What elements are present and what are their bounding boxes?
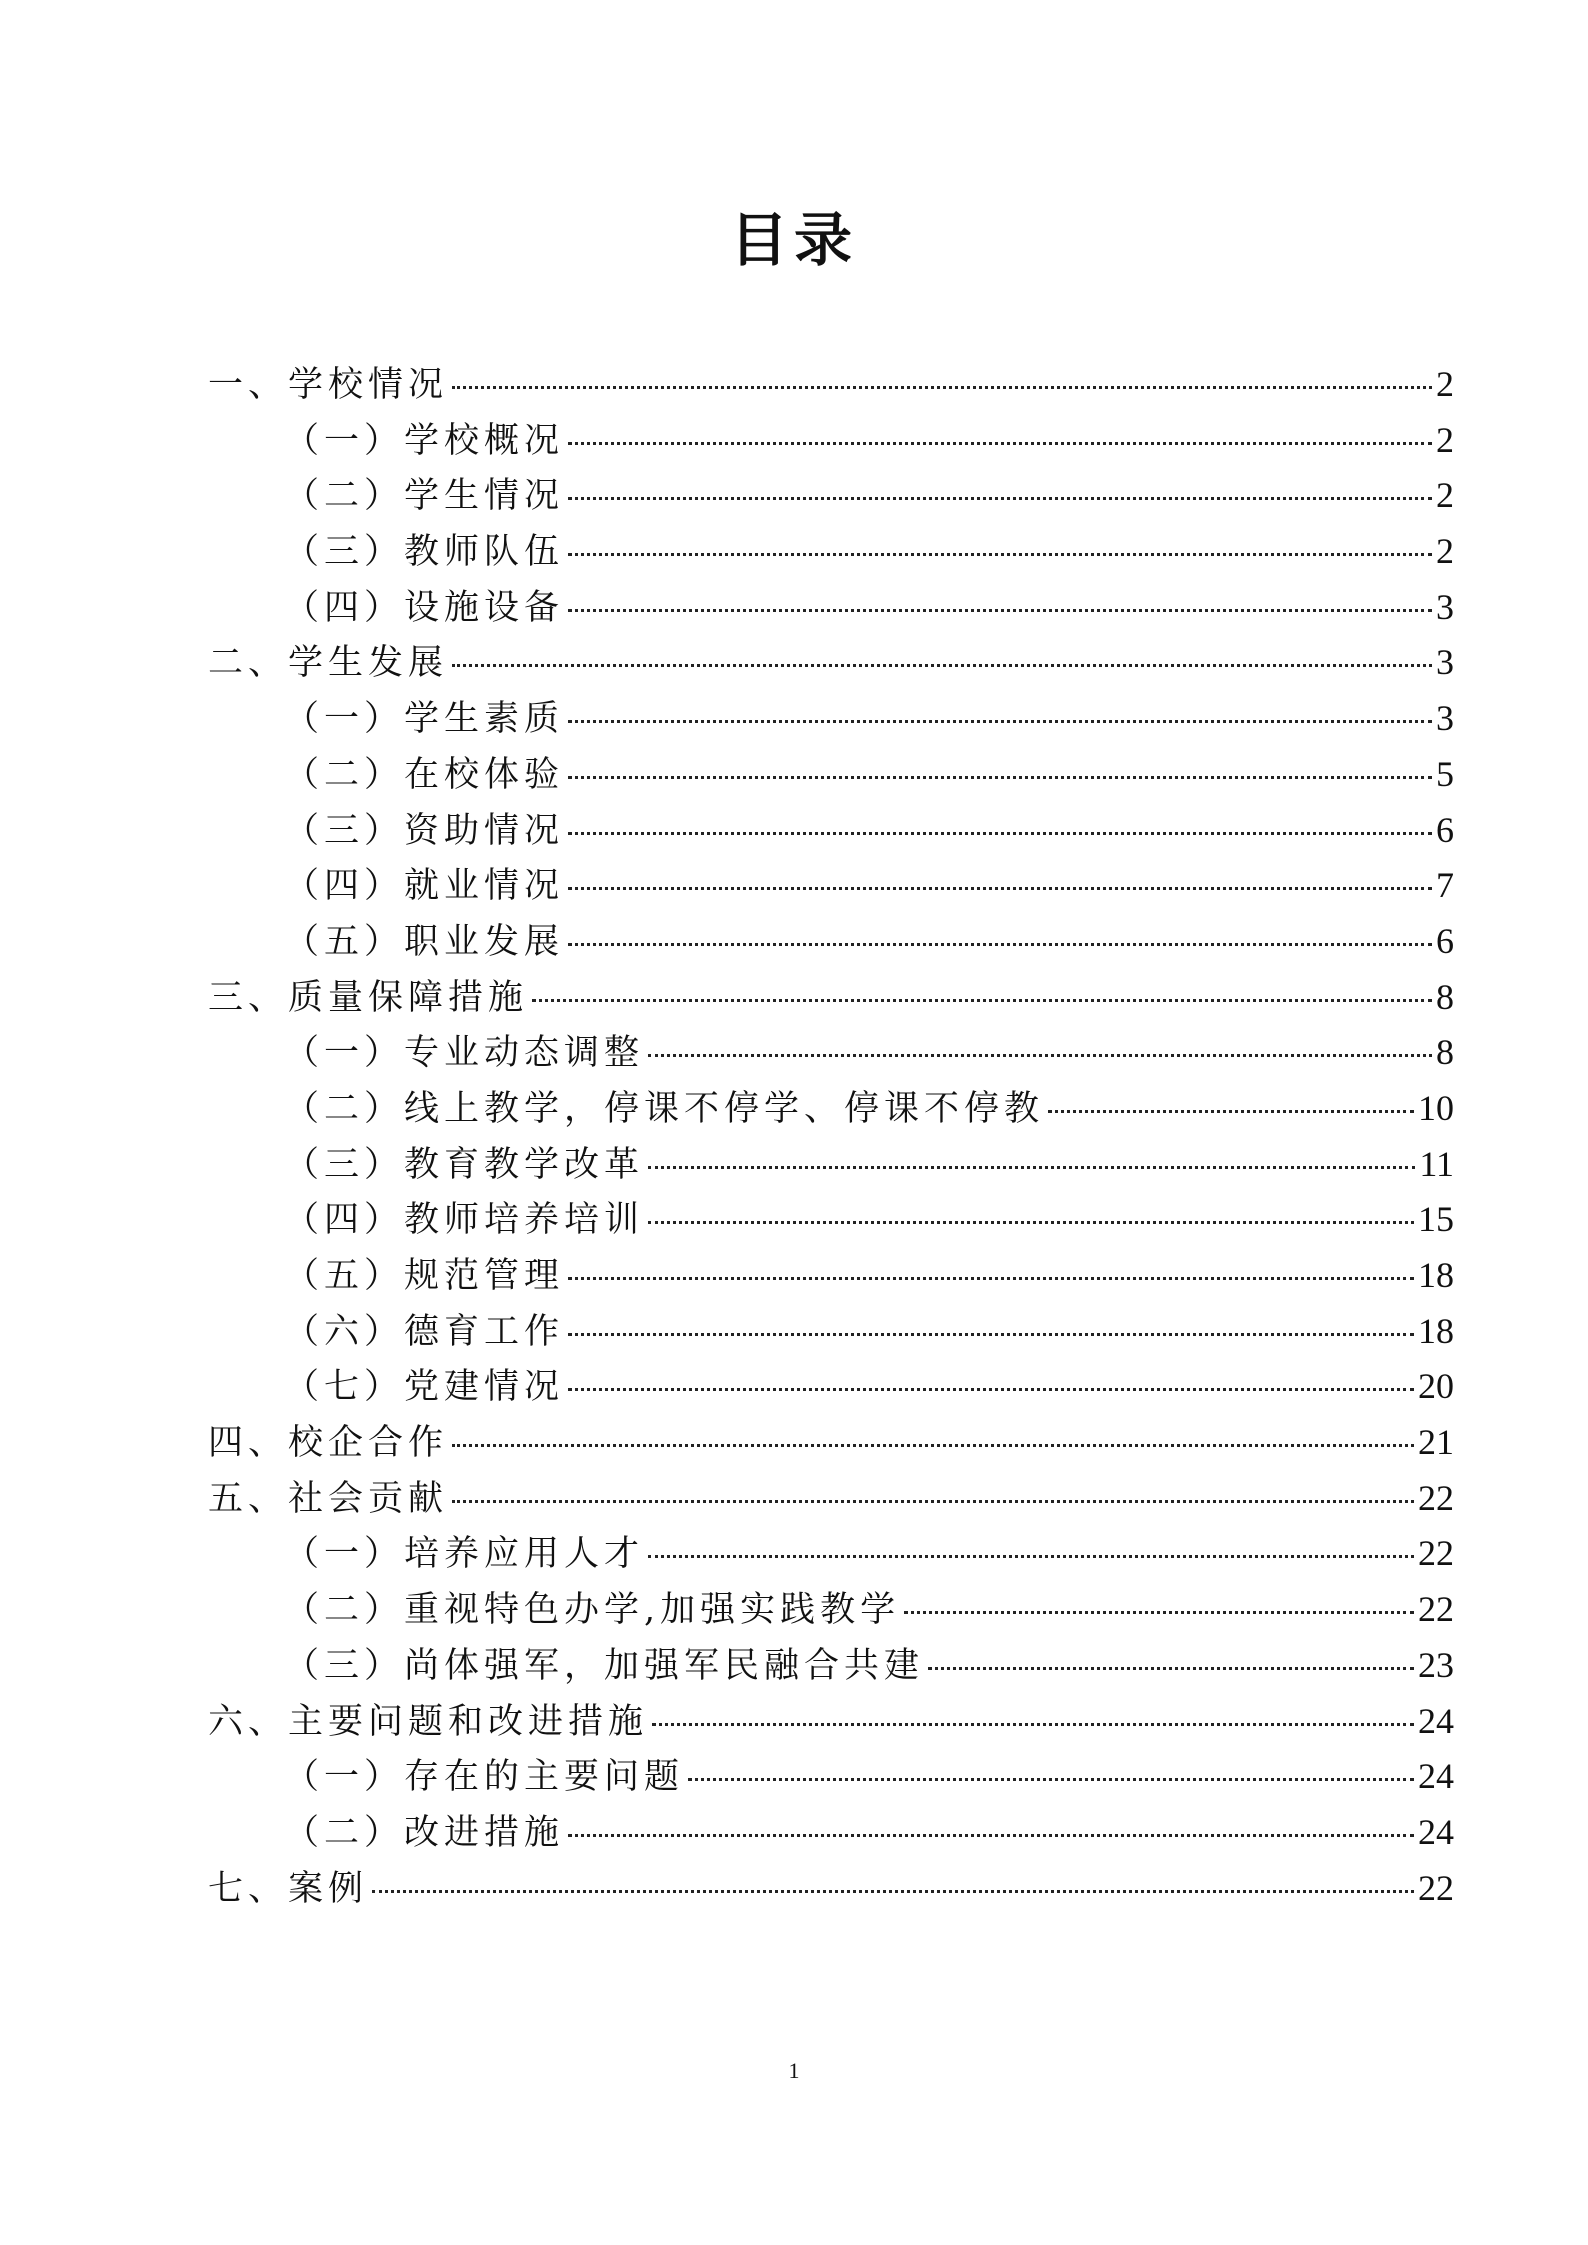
toc-dot-leader (568, 720, 1432, 723)
toc-entry[interactable] (208, 914, 1454, 970)
toc-entry-page: 22 (1418, 1589, 1454, 1630)
toc-dot-leader (568, 1834, 1414, 1837)
page-title: 目录 (729, 206, 858, 274)
toc-entry-page: 8 (1436, 1032, 1454, 1073)
toc-entry[interactable] (208, 357, 1454, 413)
toc-entry-label: （二）线上教学，停课不停学、停课不停教 (284, 1088, 1045, 1129)
toc-entry[interactable] (208, 1694, 1454, 1750)
toc-entry-label: （一）存在的主要问题 (284, 1757, 685, 1798)
page-number: 1 (788, 2058, 800, 2083)
toc-entry-page: 6 (1436, 920, 1454, 961)
toc-entry-label: （一）培养应用人才 (284, 1534, 645, 1575)
toc-dot-leader (452, 664, 1432, 667)
toc-entry[interactable] (208, 691, 1454, 747)
toc-entry[interactable] (208, 858, 1454, 914)
toc-entry[interactable] (208, 803, 1454, 859)
toc-entry-page: 8 (1436, 976, 1454, 1017)
toc-dot-leader (928, 1667, 1414, 1670)
toc-dot-leader (652, 1723, 1414, 1726)
toc-entry-label: （三）资助情况 (284, 810, 565, 851)
toc-entry-label: 四、校企合作 (208, 1423, 449, 1464)
toc-dot-leader (568, 832, 1432, 835)
toc-entry[interactable] (208, 468, 1454, 524)
toc-entry-page: 24 (1418, 1700, 1454, 1741)
toc-entry-label: （四）设施设备 (284, 587, 565, 628)
toc-dot-leader (452, 386, 1432, 389)
toc-dot-leader (904, 1611, 1414, 1614)
toc-entry[interactable] (208, 1861, 1454, 1917)
toc-entry[interactable] (208, 1304, 1454, 1360)
toc-dot-leader (568, 1333, 1414, 1336)
toc-entry-page: 7 (1436, 865, 1454, 906)
toc-entry-page: 15 (1418, 1199, 1454, 1240)
toc-dot-leader (532, 999, 1432, 1002)
toc-dot-leader (568, 943, 1432, 946)
table-of-contents (208, 357, 1454, 1916)
toc-dot-leader (568, 609, 1432, 612)
toc-entry[interactable] (208, 1638, 1454, 1694)
toc-dot-leader (688, 1778, 1414, 1781)
toc-entry-label: （二）在校体验 (284, 754, 565, 795)
toc-dot-leader (452, 1444, 1414, 1447)
toc-entry-label: （六）德育工作 (284, 1311, 565, 1352)
toc-entry-label: （四）教师培养培训 (284, 1200, 645, 1241)
toc-entry[interactable] (208, 747, 1454, 803)
toc-entry[interactable] (208, 1192, 1454, 1248)
toc-entry-label: （三）教师队伍 (284, 532, 565, 573)
toc-entry-page: 3 (1436, 642, 1454, 683)
toc-dot-leader (568, 887, 1432, 890)
toc-entry-page: 22 (1418, 1477, 1454, 1518)
toc-entry-page: 20 (1418, 1366, 1454, 1407)
toc-entry-page: 2 (1436, 531, 1454, 572)
toc-entry-label: 五、社会贡献 (208, 1478, 449, 1519)
toc-entry-page: 24 (1418, 1811, 1454, 1852)
toc-entry-page: 21 (1418, 1422, 1454, 1463)
toc-entry[interactable] (208, 1415, 1454, 1471)
toc-dot-leader (568, 442, 1432, 445)
toc-entry-page: 23 (1418, 1644, 1454, 1685)
toc-entry-label: （二）学生情况 (284, 476, 565, 517)
toc-dot-leader (568, 776, 1432, 779)
toc-entry[interactable] (208, 524, 1454, 580)
toc-entry[interactable] (208, 1749, 1454, 1805)
toc-entry-page: 18 (1418, 1310, 1454, 1351)
toc-entry-label: （三）尚体强军，加强军民融合共建 (284, 1645, 925, 1686)
toc-entry-page: 3 (1436, 586, 1454, 627)
toc-entry-page: 5 (1436, 753, 1454, 794)
toc-dot-leader (568, 1388, 1414, 1391)
toc-dot-leader (568, 1277, 1414, 1280)
toc-entry-label: 一、学校情况 (208, 365, 449, 405)
toc-dot-leader (648, 1221, 1414, 1224)
toc-entry-label: （一）学校概况 (284, 420, 565, 461)
toc-entry[interactable] (208, 1526, 1454, 1582)
toc-entry-label: 二、学生发展 (208, 643, 449, 684)
toc-entry-page: 2 (1436, 364, 1454, 404)
toc-entry[interactable] (208, 1137, 1454, 1193)
toc-entry-label: （五）规范管理 (284, 1256, 565, 1296)
toc-entry-page: 22 (1418, 1867, 1454, 1908)
toc-entry-label: （二）重视特色办学,加强实践教学 (284, 1590, 901, 1631)
toc-entry-label: （七）党建情况 (284, 1367, 565, 1408)
toc-entry[interactable] (208, 580, 1454, 636)
toc-entry-label: 七、案例 (208, 1868, 369, 1909)
toc-dot-leader (452, 1500, 1414, 1503)
toc-entry-label: 六、主要问题和改进措施 (208, 1701, 649, 1742)
toc-dot-leader (648, 1166, 1415, 1169)
toc-entry-label: （四）就业情况 (284, 866, 565, 907)
toc-entry-label: （一）学生素质 (284, 699, 565, 740)
toc-dot-leader (648, 1555, 1414, 1558)
toc-dot-leader (568, 497, 1432, 500)
toc-entry-page: 24 (1418, 1756, 1454, 1797)
toc-entry[interactable] (208, 1081, 1454, 1137)
toc-entry[interactable] (208, 1248, 1454, 1304)
toc-entry[interactable] (208, 1805, 1454, 1861)
toc-entry-page: 3 (1436, 698, 1454, 739)
toc-entry-page: 22 (1418, 1533, 1454, 1574)
toc-dot-leader (1048, 1110, 1414, 1113)
toc-dot-leader (648, 1054, 1432, 1057)
toc-entry-page: 2 (1436, 475, 1454, 516)
toc-entry-page: 10 (1418, 1087, 1454, 1128)
toc-entry-page: 18 (1418, 1255, 1454, 1295)
toc-entry[interactable] (208, 1471, 1454, 1527)
toc-entry-page: 2 (1436, 419, 1454, 460)
toc-entry[interactable] (208, 1025, 1454, 1081)
toc-entry-page: 6 (1436, 809, 1454, 850)
toc-entry-label: 三、质量保障措施 (208, 977, 529, 1018)
toc-dot-leader (372, 1890, 1414, 1893)
toc-entry[interactable] (208, 970, 1454, 1026)
toc-entry[interactable] (208, 1582, 1454, 1638)
toc-entry-label: （一）专业动态调整 (284, 1033, 645, 1074)
toc-entry-label: （五）职业发展 (284, 921, 565, 962)
toc-entry[interactable] (208, 413, 1454, 469)
toc-dot-leader (568, 553, 1432, 556)
toc-entry-label: （二）改进措施 (284, 1812, 565, 1853)
toc-entry[interactable] (208, 635, 1454, 691)
toc-entry[interactable] (208, 1359, 1454, 1415)
toc-entry-page: 11 (1419, 1143, 1454, 1184)
toc-entry-label: （三）教育教学改革 (284, 1144, 645, 1185)
